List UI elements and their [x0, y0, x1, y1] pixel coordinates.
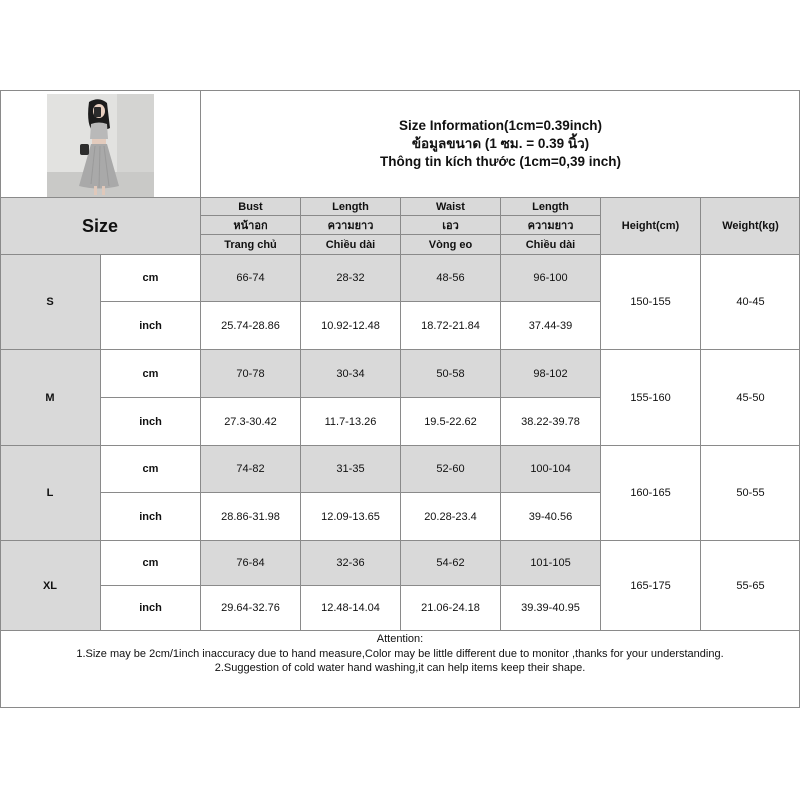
table-cell: 96-100	[501, 255, 600, 301]
size-label-s: S	[0, 255, 100, 349]
table-cell: 12.09-13.65	[301, 493, 400, 540]
height-header: Height(cm)	[601, 198, 700, 254]
divider	[700, 197, 701, 630]
table-cell: 32-36	[301, 541, 400, 585]
height-cell: 150-155	[601, 255, 700, 349]
divider	[600, 197, 601, 630]
table-cell: 37.44-39	[501, 302, 600, 349]
weight-cell: 55-65	[701, 541, 800, 630]
unit-label-cm: cm	[101, 255, 200, 301]
bust-header-en: Bust	[201, 198, 300, 215]
title-english: Size Information(1cm=0.39inch)	[399, 117, 602, 133]
skirt-length-header-th: ความยาว	[501, 216, 600, 234]
skirt-length-header-vi: Chiều dài	[501, 235, 600, 254]
table-cell: 52-60	[401, 446, 500, 492]
table-cell: 20.28-23.4	[401, 493, 500, 540]
attention-notes	[0, 631, 800, 708]
divider	[300, 197, 301, 630]
attention-line-1: 1.Size may be 2cm/1inch inaccuracy due to hand measure,Color may be little different due to monitor ,thanks for your understanding.	[76, 647, 724, 660]
divider	[500, 197, 501, 630]
attention-line-2: 2.Suggestion of cold water hand washing,it can help items keep their shape.	[214, 662, 586, 674]
unit-label-cm: cm	[101, 541, 200, 585]
height-cell: 165-175	[601, 541, 700, 630]
length-header-en: Length	[301, 198, 400, 215]
unit-label-inch: inch	[101, 398, 200, 445]
size-chart	[0, 90, 800, 708]
table-cell: 70-78	[201, 350, 300, 397]
divider	[100, 397, 600, 398]
table-cell: 11.7-13.26	[301, 398, 400, 445]
length-header-vi: Chiều dài	[301, 235, 400, 254]
table-cell: 28.86-31.98	[201, 493, 300, 540]
table-cell: 27.3-30.42	[201, 398, 300, 445]
attention-heading: Attention:	[376, 633, 424, 645]
weight-cell: 50-55	[701, 446, 800, 540]
height-cell: 155-160	[601, 350, 700, 445]
bust-header-vi: Trang chủ	[201, 235, 300, 254]
table-cell: 19.5-22.62	[401, 398, 500, 445]
waist-header-th: เอว	[401, 216, 500, 234]
divider	[100, 254, 101, 630]
table-cell: 48-56	[401, 255, 500, 301]
bust-header-th: หน้าอก	[201, 216, 300, 234]
table-cell: 10.92-12.48	[301, 302, 400, 349]
title-thai: ข้อมูลขนาด (1 ซม. = 0.39 นิ้ว)	[411, 135, 590, 151]
table-cell: 100-104	[501, 446, 600, 492]
table-cell: 54-62	[401, 541, 500, 585]
skirt-length-header-en: Length	[501, 198, 600, 215]
length-header-th: ความยาว	[301, 216, 400, 234]
unit-label-cm: cm	[101, 350, 200, 397]
table-cell: 25.74-28.86	[201, 302, 300, 349]
divider	[100, 301, 600, 302]
table-cell: 66-74	[201, 255, 300, 301]
title-vietnamese: Thông tin kích thước (1cm=0,39 inch)	[379, 153, 622, 169]
size-label-m: M	[0, 350, 100, 445]
table-cell: 39-40.56	[501, 493, 600, 540]
unit-label-inch: inch	[101, 586, 200, 630]
table-cell: 76-84	[201, 541, 300, 585]
table-cell: 39.39-40.95	[501, 586, 600, 630]
divider	[200, 254, 201, 630]
table-cell: 29.64-32.76	[201, 586, 300, 630]
table-cell: 31-35	[301, 446, 400, 492]
weight-cell: 40-45	[701, 255, 800, 349]
weight-header: Weight(kg)	[701, 198, 800, 254]
table-cell: 38.22-39.78	[501, 398, 600, 445]
table-cell: 50-58	[401, 350, 500, 397]
waist-header-en: Waist	[401, 198, 500, 215]
divider	[200, 90, 201, 254]
unit-label-cm: cm	[101, 446, 200, 492]
unit-label-inch: inch	[101, 493, 200, 540]
table-cell: 30-34	[301, 350, 400, 397]
table-cell: 21.06-24.18	[401, 586, 500, 630]
table-cell: 101-105	[501, 541, 600, 585]
height-cell: 160-165	[601, 446, 700, 540]
table-cell: 74-82	[201, 446, 300, 492]
table-cell: 28-32	[301, 255, 400, 301]
size-label-xl: XL	[0, 541, 100, 630]
table-cell: 98-102	[501, 350, 600, 397]
divider	[100, 492, 600, 493]
weight-cell: 45-50	[701, 350, 800, 445]
divider	[100, 585, 600, 586]
divider	[400, 197, 401, 630]
unit-label-inch: inch	[101, 302, 200, 349]
table-cell: 12.48-14.04	[301, 586, 400, 630]
waist-header-vi: Vòng eo	[401, 235, 500, 254]
size-header: Size	[0, 198, 200, 254]
table-cell: 18.72-21.84	[401, 302, 500, 349]
size-label-l: L	[0, 446, 100, 540]
